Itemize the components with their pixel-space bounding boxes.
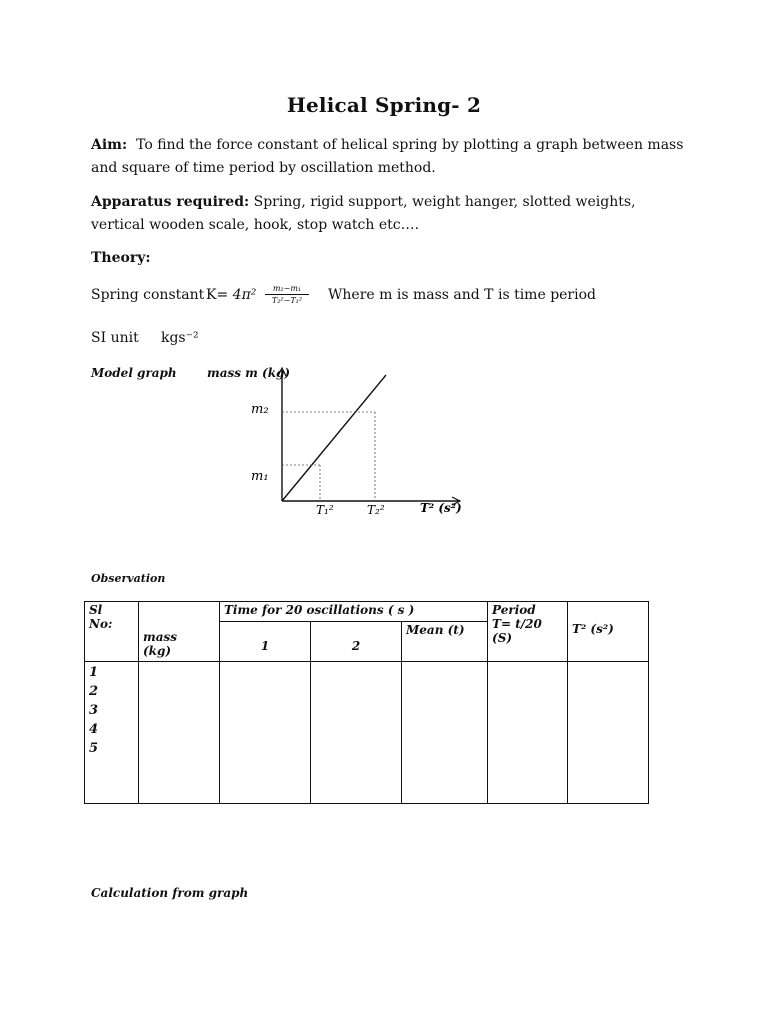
apparatus-text: Spring, rigid support, weight hanger, slotted weights, vertical wooden scale, hook, stop watch etc…. xyxy=(91,194,636,233)
observation-table xyxy=(84,601,649,804)
trial-1-cell xyxy=(220,662,311,804)
sl-no-header-line1: Sl xyxy=(89,603,103,617)
serial-number-cell xyxy=(85,662,139,804)
where-text: Where m is mass and T is time period xyxy=(328,287,596,303)
mean-header: Mean (t) xyxy=(402,622,488,662)
trial-1-header: 1 xyxy=(220,622,311,662)
k-prefix: K= xyxy=(206,287,229,303)
aim-text: To find the force constant of helical spring by plotting a graph between mass and square of time period by oscillation method. xyxy=(91,137,684,176)
fraction-numerator: m₂−m₁ xyxy=(265,284,309,295)
t1-label: T₁² xyxy=(316,503,334,517)
sl-no-header xyxy=(85,602,139,662)
graph-y-axis-label: mass m (kg) xyxy=(207,366,291,380)
si-unit-label: SI unit xyxy=(91,330,139,346)
k-fraction xyxy=(265,284,309,305)
mass-header-line1: mass xyxy=(143,630,177,644)
t-squared-header: T² (s²) xyxy=(568,602,649,662)
period-cell xyxy=(488,662,568,804)
aim-label: Aim: xyxy=(91,137,128,153)
m2-label: m₂ xyxy=(251,402,269,417)
sl-no-header-line2: No: xyxy=(89,617,113,631)
theory-heading: Theory: xyxy=(91,250,151,266)
serial-number: 5 xyxy=(89,741,99,756)
m1-label: m₁ xyxy=(251,469,269,484)
serial-number: 2 xyxy=(89,684,99,699)
si-unit-line xyxy=(91,330,199,346)
period-formula: T= t/20 (S) xyxy=(492,617,542,645)
serial-number: 3 xyxy=(89,703,99,718)
time-group-header: Time for 20 oscillations ( s ) xyxy=(220,602,488,622)
spring-constant-formula xyxy=(91,284,691,314)
t2-label: T₂² xyxy=(367,503,385,517)
mass-header xyxy=(139,602,220,662)
trial-2-header: 2 xyxy=(311,622,402,662)
k-coefficient: 4π² xyxy=(232,287,257,303)
model-graph-label: Model graph xyxy=(91,366,177,380)
mass-cell xyxy=(139,662,220,804)
t-squared-cell xyxy=(568,662,649,804)
period-header-line1: Period xyxy=(492,603,536,617)
k-expression xyxy=(206,287,256,303)
aim-paragraph xyxy=(91,134,691,180)
mass-header-line2: (kg) xyxy=(143,644,172,658)
apparatus-label: Apparatus required: xyxy=(91,194,250,210)
fraction-denominator: T₂²−T₁² xyxy=(271,296,303,305)
page-title: Helical Spring- 2 xyxy=(286,93,482,117)
apparatus-paragraph xyxy=(91,191,691,237)
spring-constant-label: Spring constant xyxy=(91,287,205,303)
mean-cell xyxy=(402,662,488,804)
si-unit-value: kgs⁻² xyxy=(160,330,199,346)
model-graph xyxy=(240,360,480,530)
graph-x-axis-label: T² (s²) xyxy=(420,501,462,515)
serial-number: 1 xyxy=(89,665,99,680)
observation-label: Observation xyxy=(91,572,166,585)
calculation-label: Calculation from graph xyxy=(91,886,249,900)
graph-line xyxy=(282,375,386,501)
trial-2-cell xyxy=(311,662,402,804)
serial-number: 4 xyxy=(89,722,99,737)
period-header xyxy=(488,602,568,662)
